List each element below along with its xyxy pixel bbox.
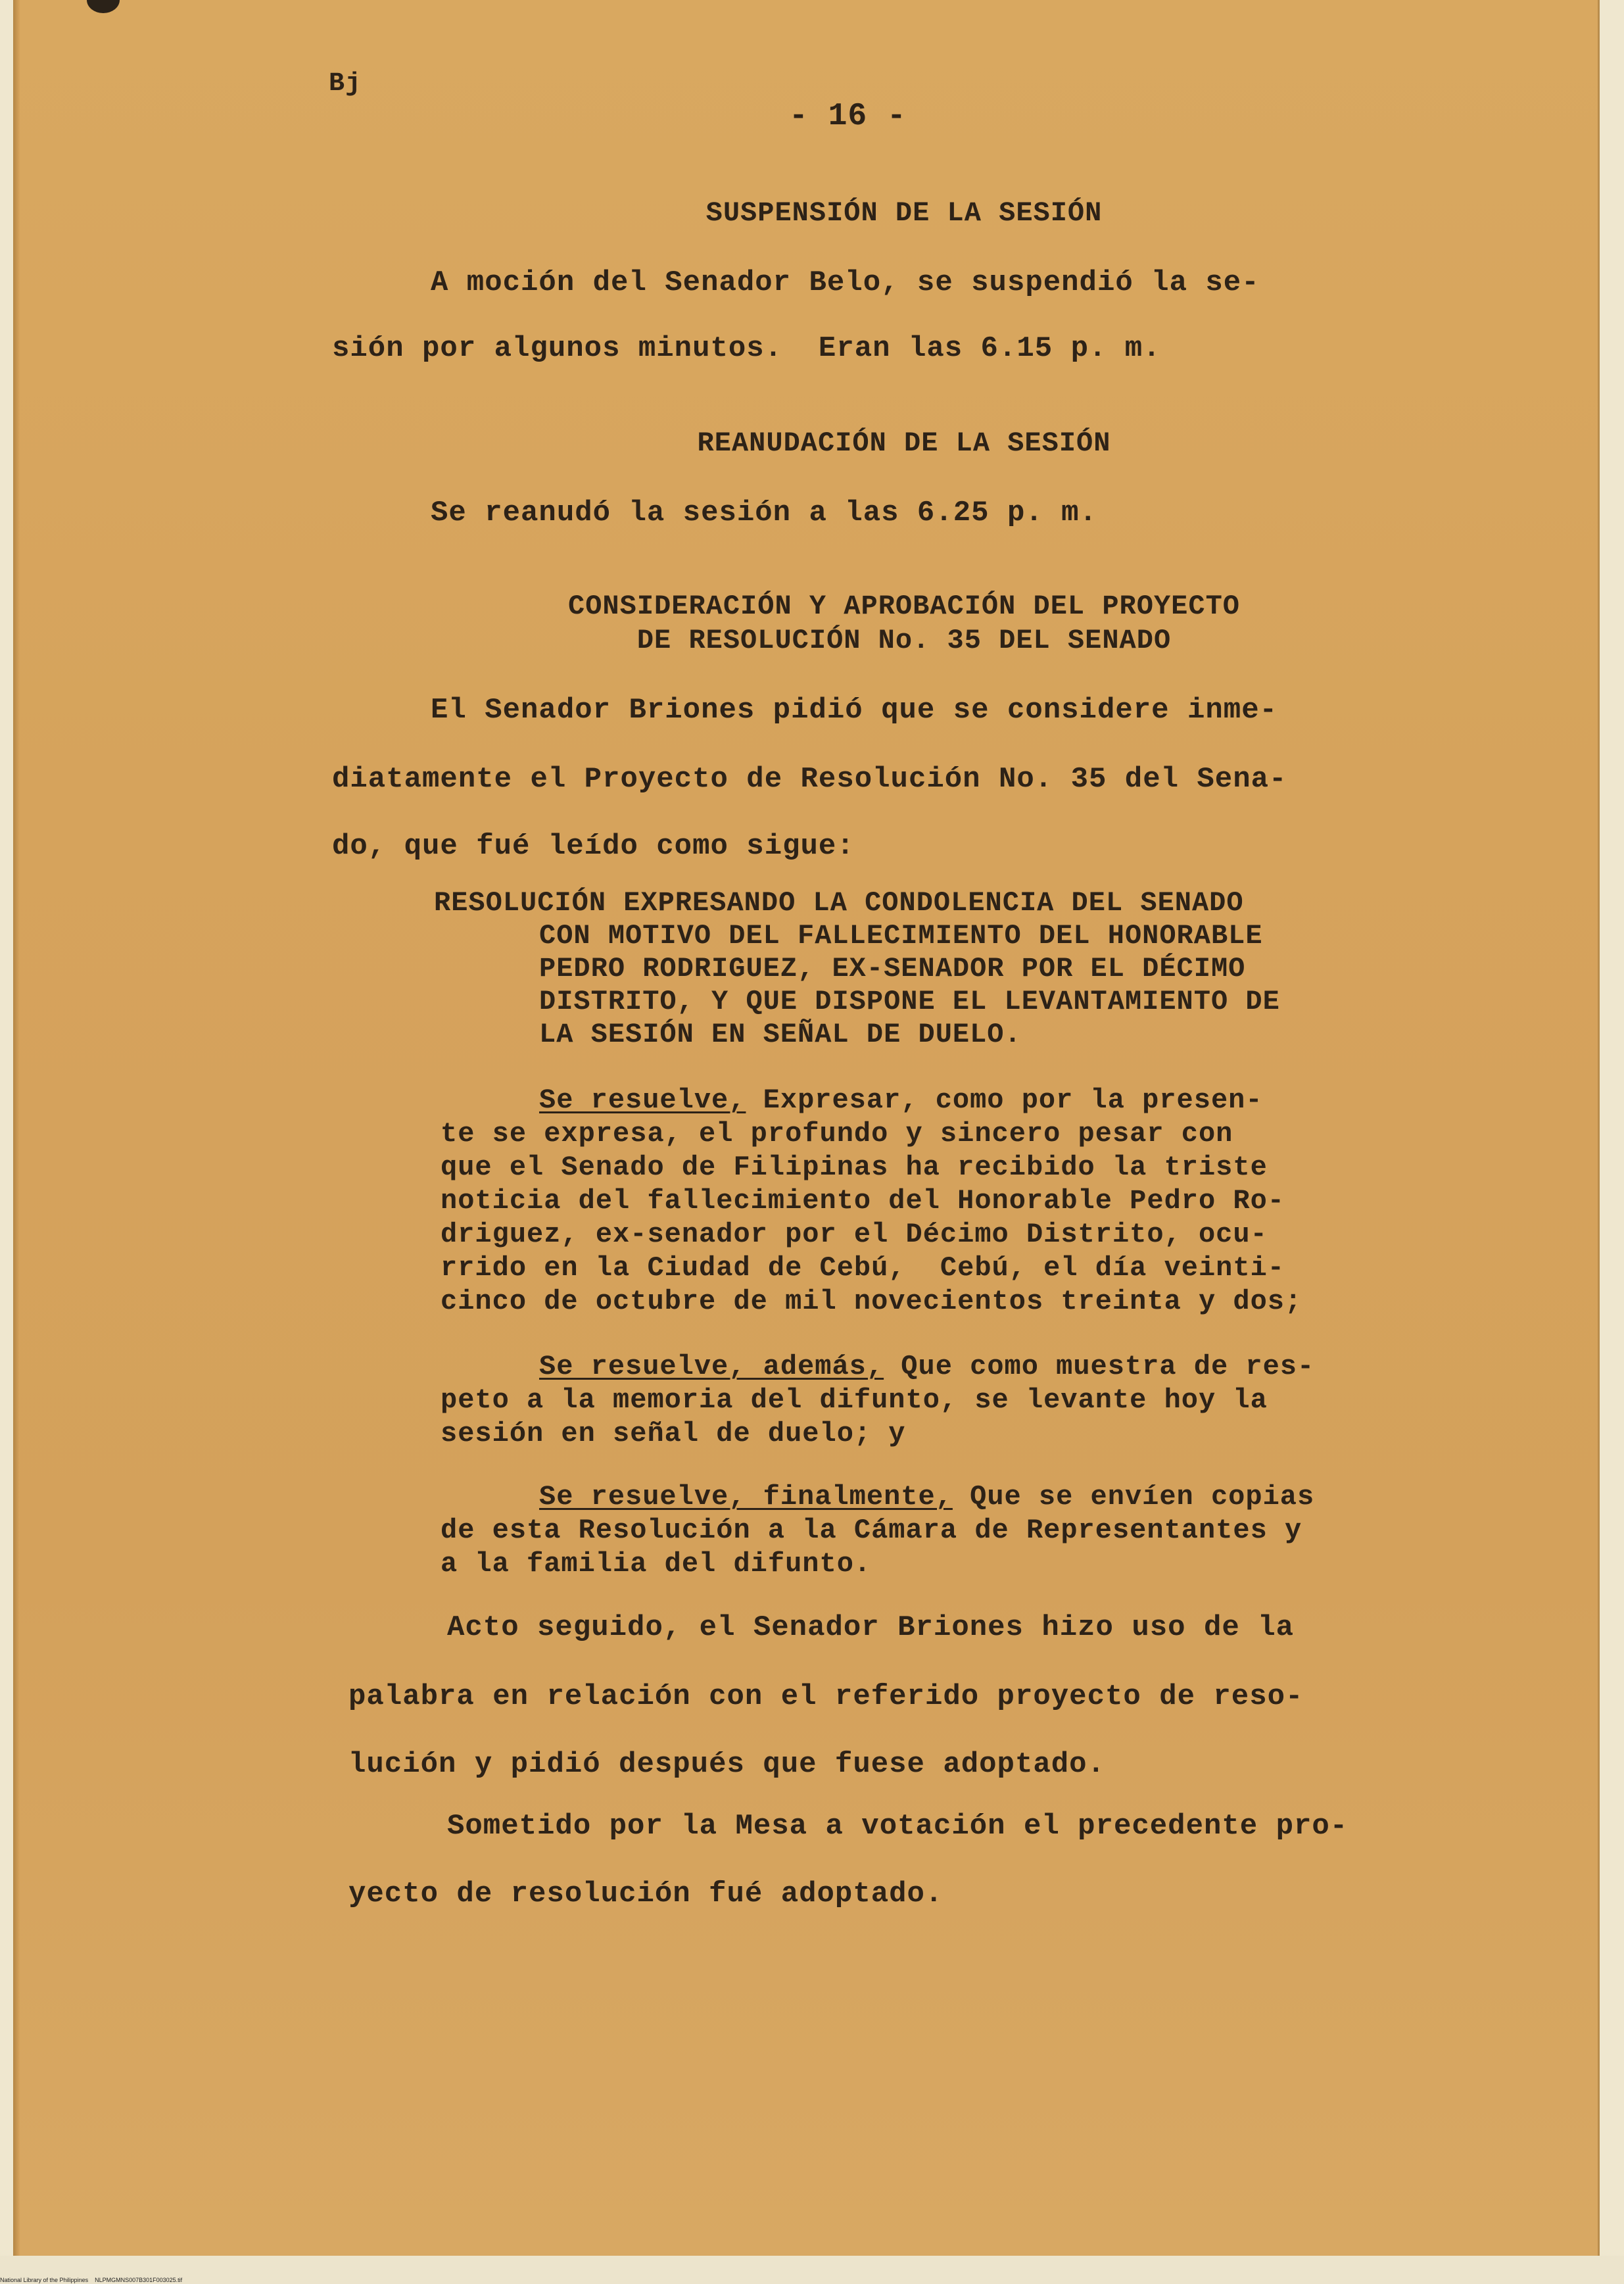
clause-3-line: a la familia del difunto. xyxy=(441,1548,872,1580)
resolution-title-line: LA SESIÓN EN SEÑAL DE DUELO. xyxy=(539,1019,1022,1050)
clause-2-lead: Se resuelve, además, xyxy=(539,1351,884,1382)
resolution-title-line: RESOLUCIÓN EXPRESANDO LA CONDOLENCIA DEL SENADO xyxy=(434,887,1244,919)
closing-line: palabra en relación con el referido proyecto de reso- xyxy=(348,1680,1304,1713)
heading-consideration-1: CONSIDERACIÓN Y APROBACIÓN DEL PROYECTO xyxy=(568,591,1240,622)
closing-line: lución y pidió después que fuese adoptado. xyxy=(348,1748,1105,1781)
heading-resumption: REANUDACIÓN DE LA SESIÓN xyxy=(697,427,1111,459)
closing-line: Sometido por la Mesa a votación el precedente pro- xyxy=(447,1810,1349,1843)
paragraph-line: sión por algunos minutos. Eran las 6.15 p. m. xyxy=(332,332,1161,365)
clause-3-first-line xyxy=(539,1483,1314,1511)
footer-strip xyxy=(0,2256,1624,2284)
clause-1-line: cinco de octubre de mil novecientos treinta y dos; xyxy=(441,1286,1302,1317)
clause-1-line: driguez, ex-senador por el Décimo Distrito, ocu- xyxy=(441,1219,1268,1250)
clause-1-first-rest: Expresar, como por la presen- xyxy=(746,1084,1263,1116)
resolution-title-line: DISTRITO, Y QUE DISPONE EL LEVANTAMIENTO DE xyxy=(539,986,1280,1017)
clause-2-first-rest: Que como muestra de res- xyxy=(884,1351,1315,1382)
resolution-title-line: CON MOTIVO DEL FALLECIMIENTO DEL HONORABLE xyxy=(539,920,1263,952)
clause-3-line: de esta Resolución a la Cámara de Representantes y xyxy=(441,1515,1302,1546)
scan-footer-caption: National Library of the Philippines NLPMGMNS007B301F003025.tif xyxy=(0,2277,183,2283)
clause-1-line: que el Senado de Filipinas ha recibido la triste xyxy=(441,1152,1268,1183)
paragraph-line: A moción del Senador Belo, se suspendió la se- xyxy=(431,266,1260,299)
clause-2-line: sesión en señal de duelo; y xyxy=(441,1418,906,1449)
paper-edge xyxy=(13,0,20,2256)
page-number: - 16 - xyxy=(789,99,907,134)
clause-3-lead: Se resuelve, finalmente, xyxy=(539,1481,953,1513)
clause-1-line: te se expresa, el profundo y sincero pesar con xyxy=(441,1118,1233,1150)
clause-1-lead: Se resuelve, xyxy=(539,1084,746,1116)
clause-1-first-line xyxy=(539,1086,1263,1114)
clause-3-first-rest: Que se envíen copias xyxy=(952,1481,1315,1513)
closing-line: yecto de resolución fué adoptado. xyxy=(348,1878,943,1910)
clause-2-first-line xyxy=(539,1353,1314,1380)
paragraph-line: do, que fué leído como sigue: xyxy=(332,830,855,863)
clause-1-line: noticia del fallecimiento del Honorable Pedro Ro- xyxy=(441,1185,1285,1217)
resolution-title-line: PEDRO RODRIGUEZ, EX-SENADOR POR EL DÉCIMO xyxy=(539,953,1246,984)
clause-1-line: rrido en la Ciudad de Cebú, Cebú, el día veinti- xyxy=(441,1252,1285,1284)
closing-line: Acto seguido, el Senador Briones hizo uso de la xyxy=(447,1611,1295,1644)
paragraph-line: diatamente el Proyecto de Resolución No. 35 del Sena- xyxy=(332,763,1287,796)
clause-2-line: peto a la memoria del difunto, se levante hoy la xyxy=(441,1384,1268,1416)
heading-suspension: SUSPENSIÓN DE LA SESIÓN xyxy=(705,197,1103,229)
page-initials: Bj xyxy=(329,69,362,99)
heading-consideration-2: DE RESOLUCIÓN No. 35 DEL SENADO xyxy=(636,625,1172,656)
paragraph-line: El Senador Briones pidió que se considere inme- xyxy=(431,694,1278,727)
paragraph-line: Se reanudó la sesión a las 6.25 p. m. xyxy=(431,497,1097,529)
